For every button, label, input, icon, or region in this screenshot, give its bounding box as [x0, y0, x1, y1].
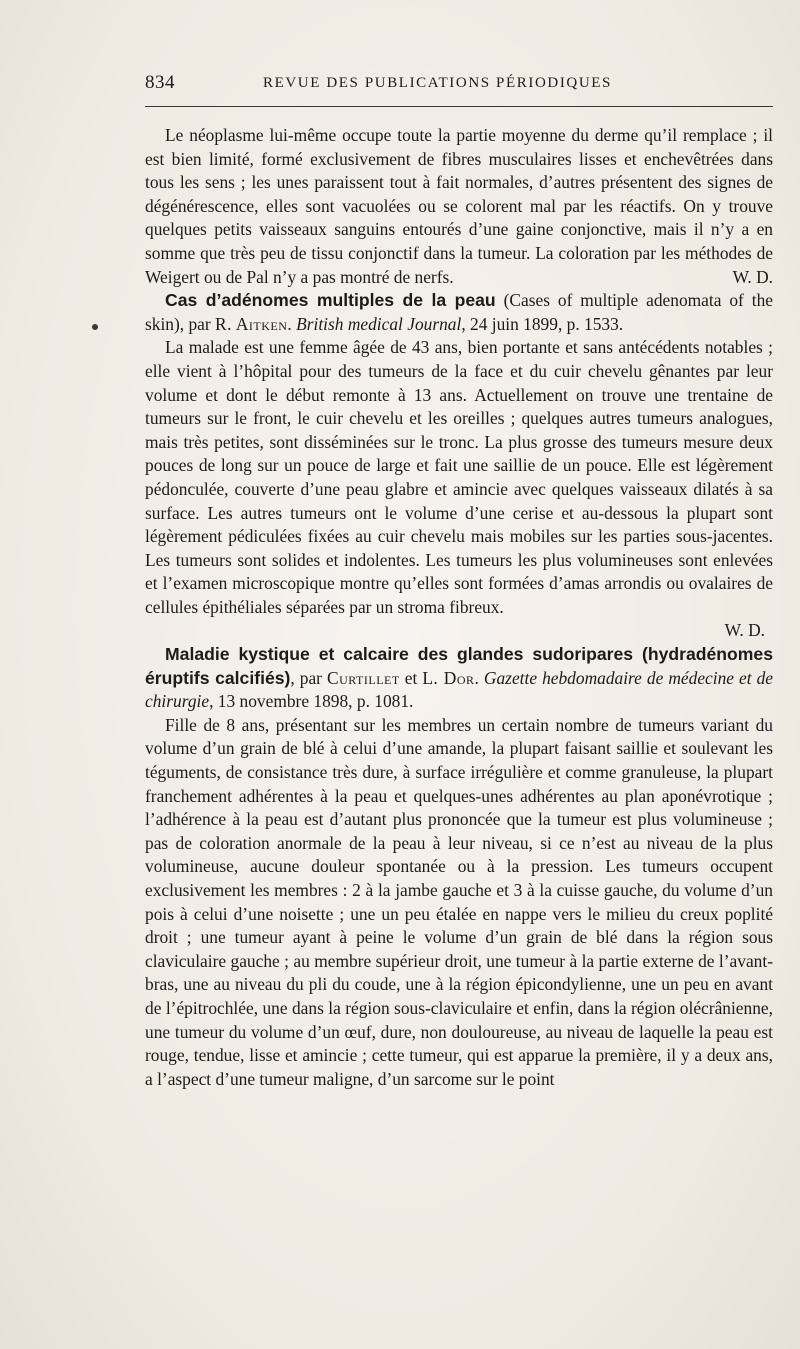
article-heading — [145, 643, 773, 714]
article-title: Maladie kystique et calcaire des glandes sudoripares (hydradénomes éruptifs calcifiés) — [145, 644, 773, 688]
separator: . — [474, 667, 484, 688]
publication-date: , 24 juin 1899, p. 1533. — [461, 313, 624, 334]
article-body — [145, 124, 773, 1091]
margin-mark — [92, 324, 98, 330]
signature: W. D. — [724, 620, 765, 641]
paragraph: La malade est une femme âgée de 43 ans, bien portante et sans antécédents notables ; elle vient à l’hôpital pour des tumeurs de la face et du cuir chevelu gênantes par leur volume et dont le début remonte à 13 ans. Actuellement on trouve une trentaine de tumeurs sur le front, le cuir chevelu et les oreilles ; quelques autres tumeurs analogues, mais très petites, sont disséminées sur le tronc. La plus grosse des tumeurs mesure deux pouces de long sur un pouce de large et fait une saillie de un pouce. Elle est légèrement pédonculée, couverte d’une peau glabre et amincie avec quelques vaisseaux dilatés à sa surface. Les autres tumeurs ont le volume d’une cerise et au-dessous la plupart sont légèrement pédiculées fixées au cuir chevelu mais mobiles sur les parties sous-jacentes. Les tumeurs sont solides et indolentes. Les tumeurs les plus volumineuses sont enlevées et l’examen microscopique montre qu’elles sont formées d’amas arrondis ou ovalaires de cellules épithéliales séparées par un stroma fibreux. — [145, 337, 773, 617]
article-author: Curtillet — [327, 667, 400, 688]
signature: W. D. — [732, 266, 773, 287]
separator: . — [287, 313, 297, 334]
article-author: R. Aitken — [215, 313, 288, 334]
article-author: L. Dor — [422, 667, 475, 688]
authors-prefix: , par — [290, 667, 327, 688]
article-title: Cas d’adénomes multiples de la peau — [165, 290, 496, 311]
journal-name: Gazette hebdomadaire de médecine et de chirurgie — [145, 667, 774, 712]
page-header — [145, 72, 775, 100]
paragraph: Fille de 8 ans, présentant sur les membres un certain nombre de tumeurs variant du volume d’un grain de blé à celui d’une amande, la plupart faisant saillie et soulevant les téguments, de consistance très dure, à surface irrégulière et comme granuleuse, la plupart franchement adhérentes à la peau et quelques-unes adhérentes au plan aponévrotique ; l’adhérence à la peau est d’autant plus prononcée que la tumeur est plus volumineuse ; pas de coloration anormale de la peau à leur niveau, si ce n’est au niveau de la plus volumineuse, aucune douleur spontanée ou à la pression. Les tumeurs occupent exclusivement les membres : 2 à la jambe gauche et 3 à la cuisse gauche, du volume d’un pois à celui d’une noisette ; une un peu étalée en nappe vers le milieu du creux poplité droit ; une tumeur ayant à peine le volume d’un grain de blé dans la région sous claviculaire gauche ; au membre supérieur droit, une tumeur à la partie externe de l’avant-bras, une au niveau du pli du coude, une à la région épicondylienne, une un peu en avant de l’épitrochlée, une dans la région sous-claviculaire et enfin, dans la région olécrânienne, une tumeur du volume d’un œuf, dure, non douloureuse, au niveau de laquelle la peau est rouge, tendue, lisse et amincie ; cette tumeur, qui est apparue la première, il y a deux ans, a l’aspect d’une tumeur maligne, d’un sarcome sur le point — [145, 714, 773, 1089]
page-number: 834 — [145, 72, 175, 93]
article-heading — [145, 289, 773, 336]
article-translation: (Cases of multiple adenomata of the skin), par — [145, 290, 774, 334]
publication-date: , 13 novembre 1898, p. 1081. — [209, 691, 414, 712]
conjunction: et — [399, 667, 423, 688]
header-rule — [145, 106, 773, 107]
journal-name: British medical Journal — [296, 313, 462, 334]
paragraph-text: Le néoplasme lui-même occupe toute la partie moyenne du derme qu’il remplace ; il est bien limité, formé exclusivement de fibres musculaires lisses et enchevêtrées dans tous les sens ; les unes paraissent tout à fait normales, d’autres présentent des signes de dégénérescence, elles sont vacuolées ou se colorent mal par les réactifs. On y trouve quelques petits vaisseaux sanguins entourés d’une gaine conjonctive, mais il n’y a en somme que très peu de tissu conjonctif dans la tumeur. La coloration par les méthodes de Weigert ou de Pal n’y a pas montré de nerfs. — [145, 125, 773, 287]
paragraph — [145, 124, 773, 289]
running-head: REVUE DES PUBLICATIONS PÉRIODIQUES — [263, 75, 612, 91]
